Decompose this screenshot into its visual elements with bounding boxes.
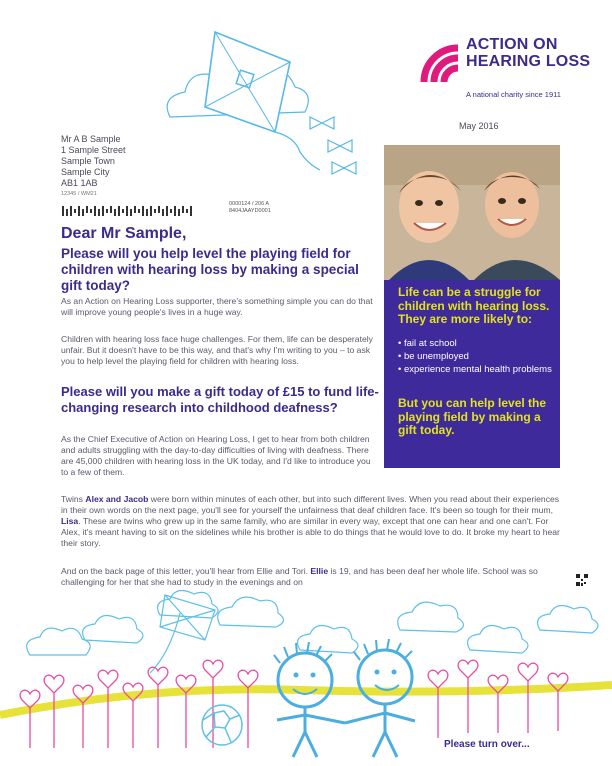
paragraph-chief-executive: As the Chief Executive of Action on Hearing Loss, I get to hear from both children and adults struggling with the day-to-day difficulties of living with deafness. There are 45,000 children with hearing loss in the UK today, and I'd like to introduce you to a few of them. bbox=[61, 434, 371, 477]
charity-logo bbox=[418, 36, 598, 106]
recipient-address bbox=[61, 134, 126, 200]
logo-name: ACTION ON HEARING LOSS bbox=[466, 36, 591, 70]
paragraph-challenges: Children with hearing loss face huge challenges. For them, life can be desperately unfair. But it doesn't have to be this way, and that's why I'm writing to you – to ask you to help level the playing field for children with hearing loss. bbox=[61, 334, 373, 366]
twins-photo bbox=[384, 145, 560, 280]
callout-title: Life can be a struggle for children with hearing loss. They are more likely to: bbox=[398, 285, 550, 326]
list-item: • fail at school bbox=[398, 338, 558, 349]
name-ellie: Ellie bbox=[310, 566, 329, 576]
turn-over-note: Please turn over... bbox=[444, 739, 530, 750]
address-line: Sample Town bbox=[61, 156, 115, 166]
callout-box bbox=[384, 280, 560, 468]
paragraph-twins: Twins Alex and Jacob were born within minutes of each other, but into such different lives. When you read about their experiences in their own words on the next page, you'll see for yourself the unfairness that deaf children face. It's been so tough for their mum, Lisa. These are twins who grew up in the same family, who are similar in every way, except that one can hear and one can't. For Alex, it's meant having to sit on the sidelines while his brother is able to do things that he would love to do. It broke my heart to hear their story. bbox=[61, 494, 560, 548]
postal-barcode bbox=[62, 206, 197, 216]
callout-cta: But you can help level the playing field by making a gift today. bbox=[398, 396, 547, 437]
address-line: 1 Sample Street bbox=[61, 145, 126, 155]
paragraph-intro: As an Action on Hearing Loss supporter, there's something simple you can do that will improve young people's lives in a huge way. bbox=[61, 296, 373, 317]
name-lisa: Lisa bbox=[61, 516, 79, 526]
list-item: • be unemployed bbox=[398, 351, 558, 362]
callout-list bbox=[398, 338, 558, 377]
paragraph-ellie: And on the back page of this letter, you'll hear from Ellie and Tori. Ellie is 19, and has been deaf her whole life. School was so challenging for her that she had to study in the evenings and on bbox=[61, 566, 538, 587]
address-line: Sample City bbox=[61, 167, 110, 177]
address-line: AB1 1AB bbox=[61, 178, 98, 188]
list-item: • experience mental health problems bbox=[398, 364, 558, 375]
twins-photo-image bbox=[384, 145, 560, 280]
logo-mark-icon bbox=[418, 42, 464, 88]
kite-illustration bbox=[150, 22, 390, 182]
name-alex-jacob: Alex and Jacob bbox=[85, 494, 149, 504]
address-line: Mr A B Sample bbox=[61, 134, 121, 144]
logo-tagline: A national charity since 1911 bbox=[466, 90, 561, 99]
subheadline: Please will you make a gift today of £15 to fund life-changing research into childhood deafness? bbox=[61, 384, 379, 415]
barcode-text: 0000124 / 206 A 8404JAAYD0001 bbox=[229, 201, 271, 214]
letter-date: May 2016 bbox=[459, 121, 499, 131]
address-ref: 12345 / WM21 bbox=[61, 191, 97, 197]
salutation: Dear Mr Sample, bbox=[61, 225, 187, 242]
headline: Please will you help level the playing field for children with hearing loss by making a special gift today? bbox=[61, 246, 359, 293]
